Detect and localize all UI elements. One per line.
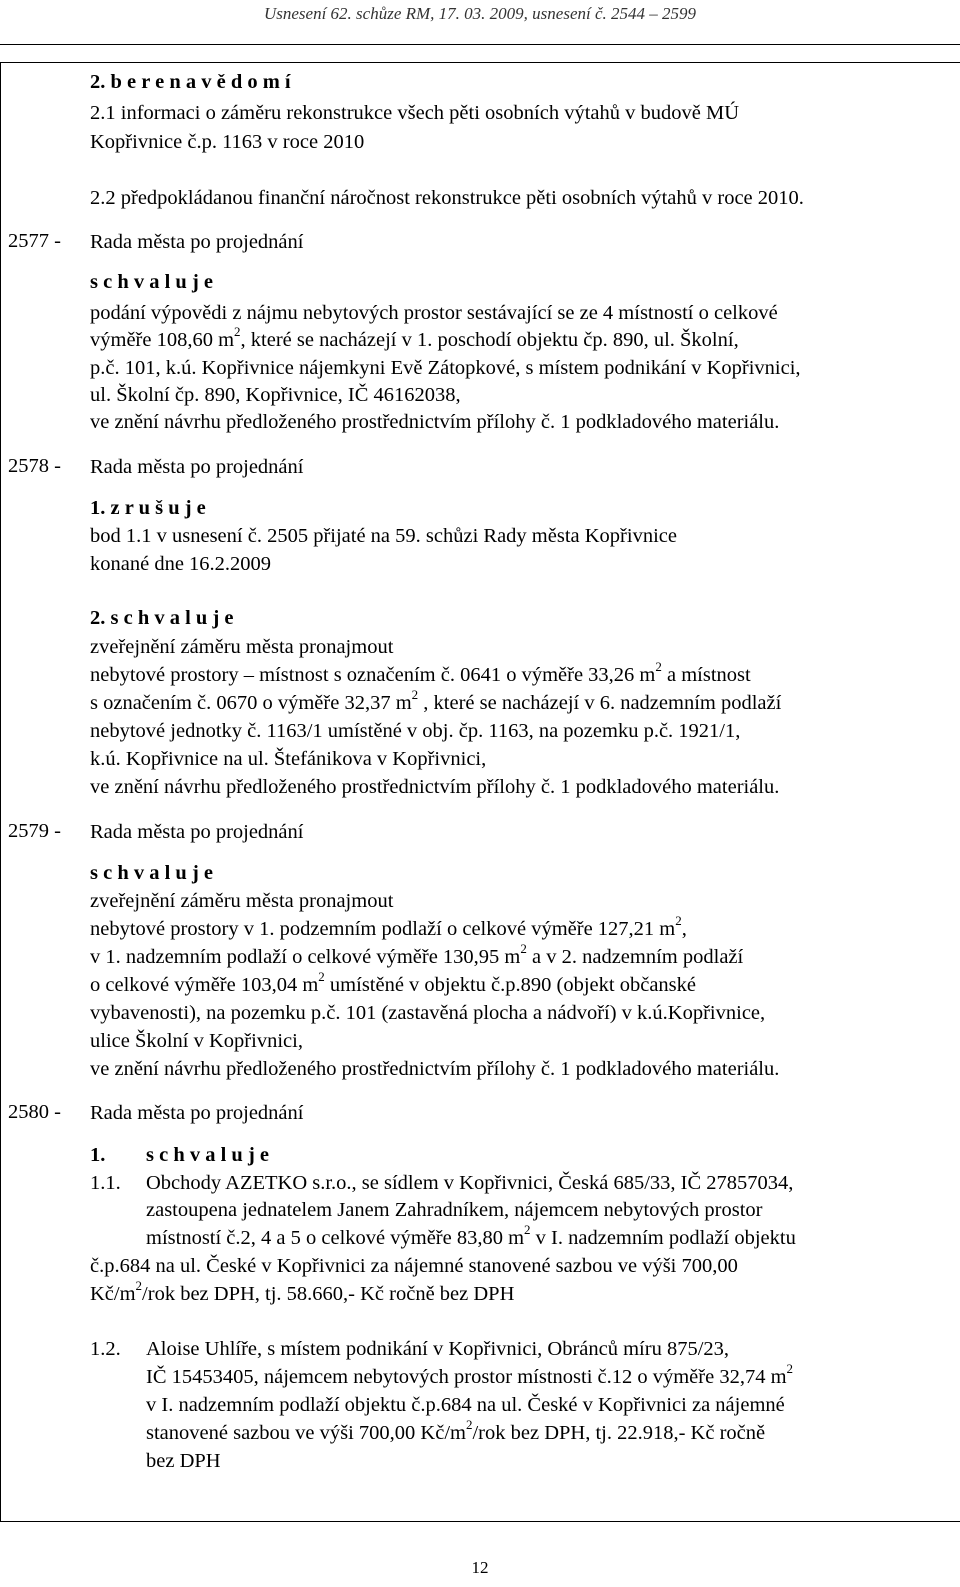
text-line: s označením č. 0670 o výměře 32,37 $m^2$ , které se nacházejí v 6. nadzemním podlaží [90,687,782,714]
table-top-rule [0,62,960,63]
text-line: zveřejnění záměru města pronajmout [90,890,394,912]
resolution-intro: Rada města po projednání [90,821,304,843]
text-line: bod 1.1 v usnesení č. 2505 přijaté na 59. schůzi Rady města Kopřivnice [90,525,677,547]
text-line: 2.1 informaci o záměru rekonstrukce všech pěti osobních výtahů v budově MÚ [90,102,739,124]
resolution-verb: s c h v a l u j e [90,862,213,884]
text-line: nebytové jednotky č. 1163/1 umístěné v obj. čp. 1163, na pozemku p.č. 1921/1, [90,720,741,742]
resolution-number: 2578 - [8,455,61,477]
text-line: v 1. nadzemním podlaží o celkové výměře 130,95 $m^2$ a v 2. nadzemním podlaží [90,941,744,968]
page-number: 12 [471,1558,489,1577]
text-line: $Kč/m^2$/rok bez DPH, tj. 58.660,- Kč ročně bez DPH [90,1278,515,1305]
text-line: v I. nadzemním podlaží objektu č.p.684 na ul. České v Kopřivnici za nájemné [146,1394,785,1416]
text-line: stanovené sazbou ve výši 700,00 $Kč/m^2$/rok bez DPH, tj. 22.918,- Kč ročně [146,1417,766,1444]
resolution-intro: Rada města po projednání [90,1102,304,1124]
text-line: k.ú. Kopřivnice na ul. Štefánikova v Kopřivnici, [90,748,487,770]
left-border [0,62,1,1522]
text-line: místností č.2, 4 a 5 o celkové výměře 83,80 $m^2$ v I. nadzemním podlaží objektu [146,1222,796,1249]
text-line: ve znění návrhu předloženého prostřednictvím přílohy č. 1 podkladového materiálu. [90,411,780,433]
text-line: konané dne 16.2.2009 [90,553,272,575]
resolution-verb: s c h v a l u j e [146,1144,269,1166]
resolution-number: 2580 - [8,1101,61,1123]
header-rule [0,44,960,45]
resolution-number: 2579 - [8,820,61,842]
text-line: zveřejnění záměru města pronajmout [90,636,394,658]
point-number: 1.2. [90,1338,121,1360]
text-line: nebytové prostory – místnost s označením č. 0641 o výměře 33,26 $m^2$ a místnost [90,659,751,686]
beru-na-vedomi-heading: 2. b e r e n a v ě d o m í [90,71,291,93]
resolution-verb-number: 1. [90,1144,106,1166]
text-line: ulice Školní v Kopřivnici, [90,1030,303,1052]
text-line: č.p.684 na ul. České v Kopřivnici za nájemné stanovené sazbou ve výši 700,00 [90,1255,738,1277]
resolution-intro: Rada města po projednání [90,231,304,253]
text-line: výměře 108,60 $m^2$, které se nacházejí v 1. poschodí objektu čp. 890, ul. Školní, [90,324,739,351]
text-line: nebytové prostory v 1. podzemním podlaží o celkové výměře 127,21 $m^2$, [90,913,687,940]
text-line: ul. Školní čp. 890, Kopřivnice, IČ 46162038, [90,384,461,406]
text-line: ve znění návrhu předloženého prostřednictvím přílohy č. 1 podkladového materiálu. [90,1058,780,1080]
text-line: bez DPH [146,1450,221,1472]
text-line: o celkové výměře 103,04 $m^2$ umístěné v objektu č.p.890 (objekt občanské [90,969,696,996]
table-bottom-rule [0,1521,960,1522]
text-line: podání výpovědi z nájmu nebytových prostor sestávající se ze 4 místností o celkové [90,302,778,324]
text-line: Aloise Uhlíře, s místem podnikání v Kopřivnici, Obránců míru 875/23, [146,1338,730,1360]
text-line: 2.2 předpokládanou finanční náročnost rekonstrukce pěti osobních výtahů v roce 2010. [90,187,804,209]
text-line: Kopřivnice č.p. 1163 v roce 2010 [90,131,365,153]
text-line: zastoupena jednatelem Janem Zahradníkem, nájemcem nebytových prostor [146,1199,763,1221]
point-number: 1.1. [90,1172,121,1194]
resolution-verb: 2. s c h v a l u j e [90,607,234,629]
resolution-verb: 1. z r u š u j e [90,497,206,519]
resolution-number: 2577 - [8,230,61,252]
resolution-verb: s c h v a l u j e [90,271,213,293]
text-line: vybavenosti), na pozemku p.č. 101 (zastavěná plocha a nádvoří) v k.ú.Kopřivnice, [90,1002,766,1024]
text-line: p.č. 101, k.ú. Kopřivnice nájemkyni Evě Zátopkové, s místem podnikání v Kopřivnici, [90,357,801,379]
resolution-intro: Rada města po projednání [90,456,304,478]
text-line: Obchody AZETKO s.r.o., se sídlem v Kopřivnici, Česká 685/33, IČ 27857034, [146,1172,794,1194]
text-line: ve znění návrhu předloženého prostřednictvím přílohy č. 1 podkladového materiálu. [90,776,780,798]
text-line: IČ 15453405, nájemcem nebytových prostor místnosti č.12 o výměře 32,74 $m^2$ [146,1361,794,1388]
page-header: Usnesení 62. schůze RM, 17. 03. 2009, usnesení č. 2544 – 2599 [263,4,697,23]
